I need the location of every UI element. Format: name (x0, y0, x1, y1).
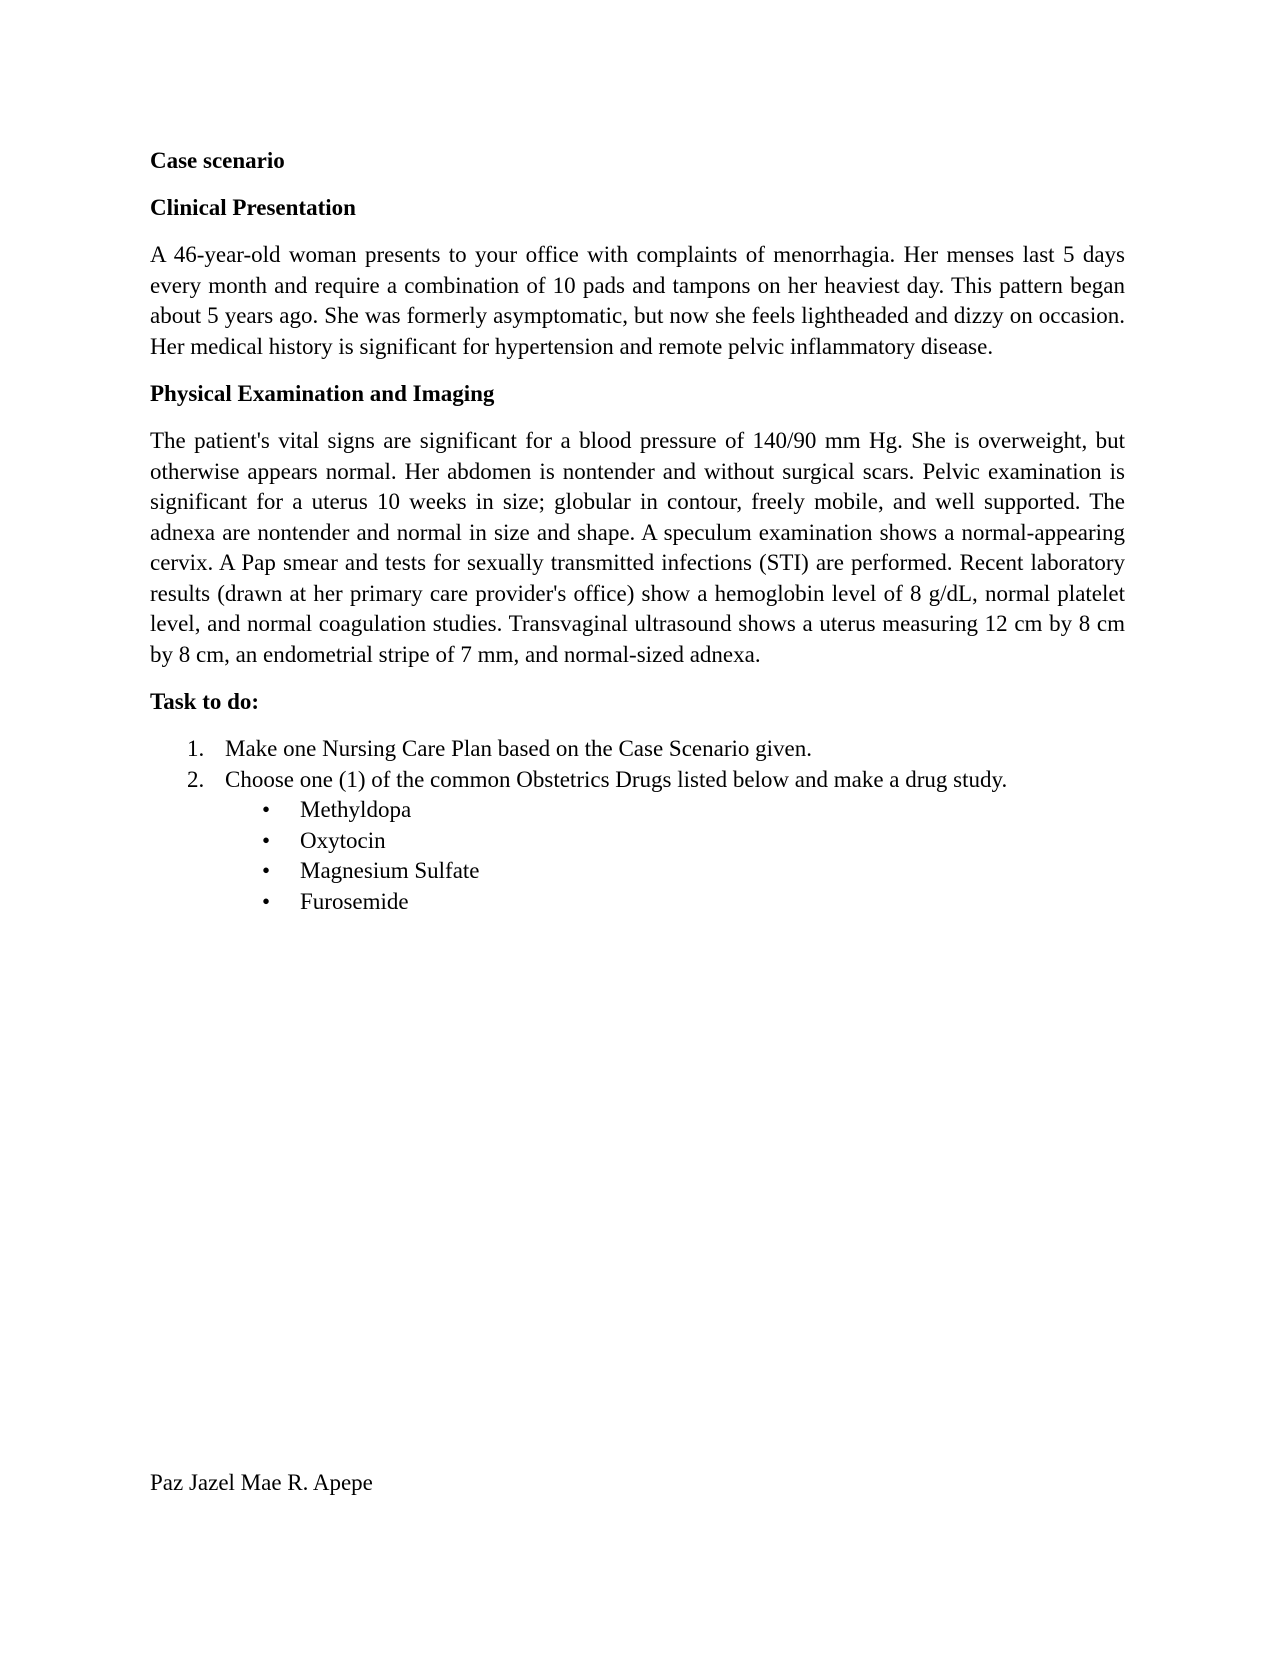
drug-item-oxytocin (150, 826, 1125, 857)
drug-name: Magnesium Sulfate (300, 858, 480, 883)
task-text: Choose one (1) of the common Obstetrics Drugs listed below and make a drug study. (225, 766, 1008, 792)
bullet-icon: • (262, 827, 271, 853)
task-number: 1. (187, 736, 205, 761)
document-body (150, 146, 1125, 917)
tasks-heading: Task to do: (150, 689, 260, 714)
author-name: Paz Jazel Mae R. Apepe (150, 1470, 373, 1495)
drug-name: Oxytocin (300, 827, 386, 853)
bullet-icon: • (262, 858, 271, 883)
drug-item-methyldopa (150, 795, 1125, 826)
drug-name: Furosemide (300, 888, 409, 914)
task-number: 2. (187, 766, 205, 792)
section-heading-physical-exam: Physical Examination and Imaging (150, 381, 495, 406)
drug-list (150, 795, 1125, 917)
clinical-presentation-paragraph: A 46-year-old woman presents to your office with complaints of menorrhagia. Her menses last 5 days every month and require a combination of 10 pads and tampons on her heaviest day. This pattern began about 5 years ago. She was formerly asymptomatic, but now she feels lightheaded and dizzy on occasion. Her medical history is significant for hypertension and remote pelvic inflammatory disease. (150, 242, 1125, 359)
drug-name: Methyldopa (300, 797, 412, 822)
section-heading-clinical-presentation: Clinical Presentation (150, 195, 356, 220)
bullet-icon: • (262, 888, 271, 914)
task-item-1 (150, 734, 1125, 765)
drug-item-furosemide (150, 887, 1125, 918)
task-list (150, 734, 1125, 795)
physical-exam-paragraph: The patient's vital signs are significant for a blood pressure of 140/90 mm Hg. She is overweight, but otherwise appears normal. Her abdomen is nontender and without surgical scars. Pelvic examination is significant for a uterus 10 weeks in size; globular in contour, freely mobile, and well supported. The adnexa are nontender and normal in size and shape. A speculum examination shows a normal-appearing cervix. A Pap smear and tests for sexually transmitted infections (STI) are performed. Recent laboratory results (drawn at her primary care provider's office) show a hemoglobin level of 8 g/dL, normal platelet level, and normal coagulation studies. Transvaginal ultrasound shows a uterus measuring 12 cm by 8 cm by 8 cm, an endometrial stripe of 7 mm, and normal-sized adnexa. (150, 428, 1125, 667)
bullet-icon: • (262, 797, 271, 822)
document-title: Case scenario (150, 148, 285, 173)
task-item-2 (150, 765, 1125, 796)
task-text: Make one Nursing Care Plan based on the Case Scenario given. (225, 736, 812, 761)
drug-item-magnesium-sulfate (150, 856, 1125, 887)
